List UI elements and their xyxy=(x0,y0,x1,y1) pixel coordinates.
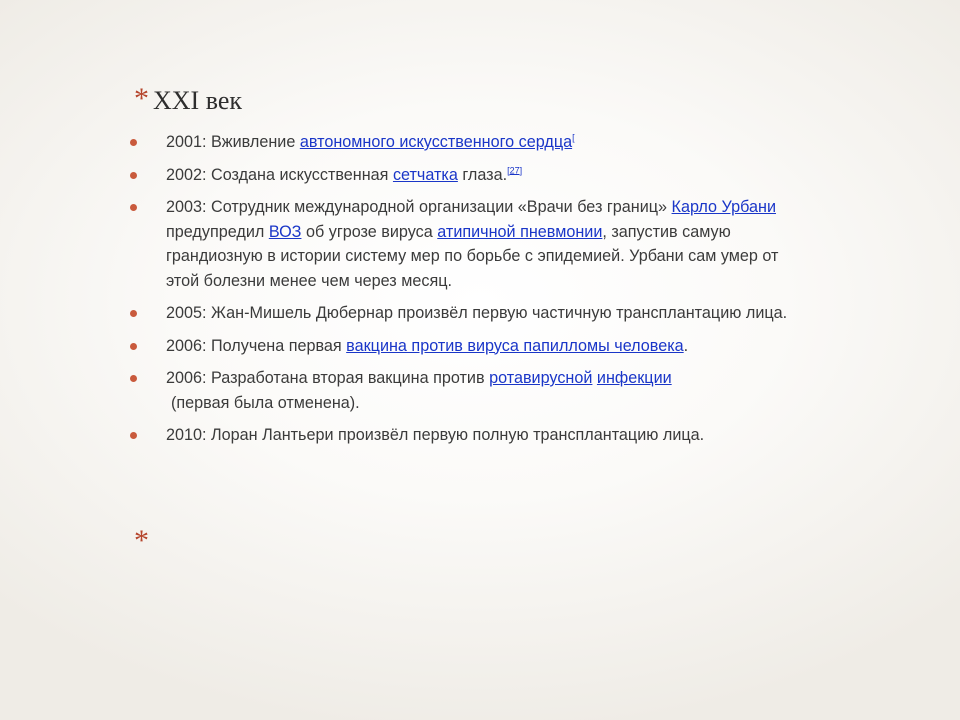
link-who[interactable]: ВОЗ xyxy=(268,222,302,241)
list-item-2005 xyxy=(130,301,790,326)
item-text: 2001: Вживление xyxy=(166,133,300,151)
link-carlo-urbani[interactable]: Карло Урбани xyxy=(671,198,776,216)
event-list xyxy=(130,130,790,456)
bullet-dot-icon xyxy=(130,375,137,382)
item-text: 2006: Разработана вторая вакцина против xyxy=(166,369,490,387)
item-text: 2002: Создана искусственная xyxy=(166,165,393,184)
bullet-dot-icon xyxy=(130,310,137,317)
item-text: 2003: Сотрудник международной организации «Врачи без границ» xyxy=(166,198,672,216)
reference-marker[interactable]: [ xyxy=(572,132,575,143)
list-item-2002 xyxy=(130,163,790,188)
link-hpv-vaccine[interactable]: вакцина против вируса папилломы человека xyxy=(346,336,684,355)
list-item-2006-rotavirus xyxy=(130,366,790,415)
item-text: . xyxy=(683,336,689,355)
item-text: 2005: Жан-Мишель Дюбернар произвёл первую частичную трансплантацию лица. xyxy=(166,304,788,322)
list-item-2010 xyxy=(130,423,790,448)
link-retina[interactable]: сетчатка xyxy=(392,165,458,184)
bullet-dot-icon xyxy=(130,139,137,146)
link-artificial-heart[interactable]: автономного искусственного сердца xyxy=(299,133,573,151)
link-sars[interactable]: атипичной пневмонии xyxy=(437,222,603,241)
heading-title: XXI век xyxy=(153,86,243,115)
bullet-dot-icon xyxy=(130,172,137,179)
list-item-2001 xyxy=(130,130,790,155)
item-text: предупредил xyxy=(166,222,269,241)
list-item-2006-hpv xyxy=(130,334,790,359)
bullet-dot-icon xyxy=(130,204,137,211)
trailing-star-bullet: * xyxy=(134,524,149,557)
item-text: 2006: Получена первая xyxy=(166,336,347,355)
reference-27[interactable]: [27] xyxy=(507,165,523,176)
item-text: , запустив самую грандиозную в истории систему мер по борьбе с эпидемией. Урбани сам умер от этой болезни менее чем через месяц. xyxy=(166,222,779,290)
item-text: (первая была отменена). xyxy=(171,393,360,412)
bullet-dot-icon xyxy=(130,343,137,350)
link-infection[interactable]: инфекции xyxy=(596,369,672,387)
link-rotavirus[interactable]: ротавирусной xyxy=(489,369,593,387)
item-text: глаза. xyxy=(457,165,508,184)
item-text: об угрозе вируса xyxy=(301,222,438,241)
item-text: 2010: Лоран Лантьери произвёл первую полную трансплантацию лица. xyxy=(166,426,705,444)
list-item-2003 xyxy=(130,195,790,293)
bullet-dot-icon xyxy=(130,432,137,439)
heading-star-bullet: * xyxy=(134,82,149,115)
slide-heading xyxy=(134,84,242,120)
